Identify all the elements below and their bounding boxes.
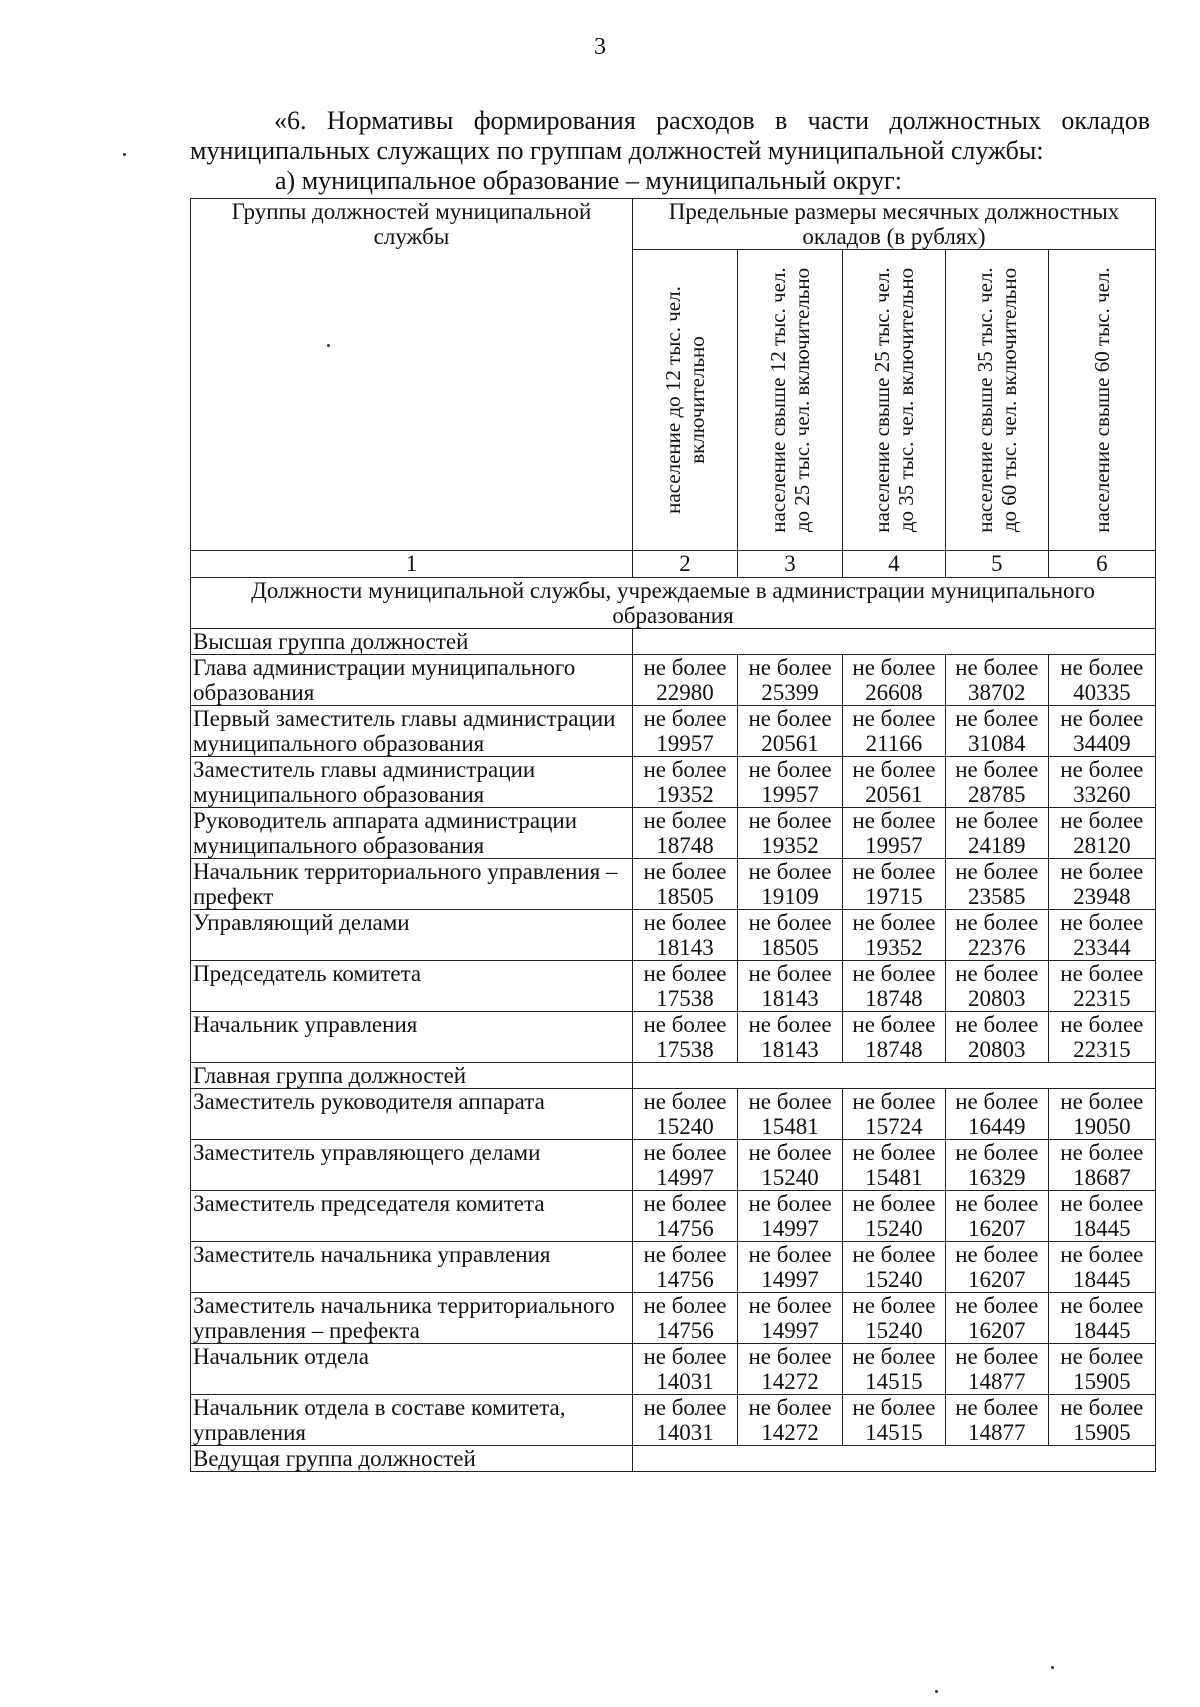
salary-prefix: не более [1060,961,1144,986]
salary-value: 22980 [656,680,714,705]
salary-value: 20803 [968,986,1026,1011]
salary-prefix: не более [955,1242,1039,1267]
salary-prefix: не более [643,706,727,731]
salary-value: 14272 [761,1369,819,1394]
salary-prefix: не более [955,910,1039,935]
salary-cell [945,808,1048,859]
salary-value: 15240 [865,1267,923,1292]
salary-cell [945,1242,1048,1293]
salary-value: 40335 [1073,680,1131,705]
salary-value: 15905 [1073,1369,1131,1394]
column-number: 4 [843,551,946,578]
table-row [191,1089,1156,1140]
salary-value: 18748 [656,833,714,858]
document-subheading: а) муниципальное образование – муниципальный округ: [275,166,902,195]
salary-prefix: не более [1060,910,1144,935]
salary-value: 16449 [968,1114,1026,1139]
salary-prefix: не более [852,961,936,986]
salary-prefix: не более [1060,757,1144,782]
salary-prefix: не более [748,1344,832,1369]
population-column-header [843,250,946,551]
salary-prefix: не более [852,1140,936,1165]
table-row [191,1395,1156,1446]
table-row [191,1140,1156,1191]
salary-cell [843,1089,946,1140]
salary-value: 18143 [761,986,819,1011]
salary-cell [1048,655,1155,706]
salary-cell [738,757,843,808]
table-row [191,655,1156,706]
salary-cell [945,859,1048,910]
salary-prefix: не более [748,961,832,986]
salary-prefix: не более [852,1089,936,1114]
salary-cell [843,1140,946,1191]
salary-prefix: не более [955,1344,1039,1369]
salary-prefix: не более [852,808,936,833]
salary-cell [1048,1242,1155,1293]
salary-prefix: не более [748,859,832,884]
salary-value: 24189 [968,833,1026,858]
position-name: Первый заместитель главы администрации муниципального образования [191,706,633,757]
salary-prefix: не более [852,1395,936,1420]
salary-prefix: не более [643,961,727,986]
salary-cell [632,1242,737,1293]
position-name: Начальник отдела [191,1344,633,1395]
salary-prefix: не более [1060,1395,1144,1420]
salary-value: 18687 [1073,1165,1131,1190]
salary-value: 38702 [968,680,1026,705]
salary-prefix: не более [955,1395,1039,1420]
salary-cell [843,757,946,808]
salary-cell [1048,1089,1155,1140]
salary-cell [1048,1012,1155,1063]
salary-cell [843,1242,946,1293]
salary-value: 15240 [656,1114,714,1139]
salary-value: 18445 [1073,1267,1131,1292]
group-title: Главная группа должностей [191,1063,633,1089]
salary-prefix: не более [748,910,832,935]
position-name: Заместитель главы администрации муниципального образования [191,757,633,808]
salary-value: 20561 [865,782,923,807]
group-row [191,1063,1156,1089]
group-row [191,1446,1156,1472]
salary-value: 22315 [1073,986,1131,1011]
column-number: 6 [1048,551,1155,578]
population-column-header [738,250,843,551]
salary-prefix: не более [643,757,727,782]
salary-prefix: не более [748,1242,832,1267]
salary-value: 15481 [761,1114,819,1139]
salary-cell [1048,808,1155,859]
salary-cell [738,1344,843,1395]
salary-value: 14997 [656,1165,714,1190]
salary-cell [738,1242,843,1293]
salary-prefix: не более [852,1293,936,1318]
salary-cell [945,1395,1048,1446]
group-empty-cell [632,629,1155,655]
salary-value: 18748 [865,1037,923,1062]
column-number: 1 [191,551,633,578]
salary-prefix: не более [1060,1293,1144,1318]
salary-value: 14515 [865,1420,923,1445]
salary-value: 26608 [865,680,923,705]
salary-norms-table [190,198,1156,1472]
salary-cell [738,655,843,706]
salary-prefix: не более [748,1293,832,1318]
table-row [191,961,1156,1012]
salary-cell [843,808,946,859]
salary-cell [843,1395,946,1446]
salary-cell [1048,910,1155,961]
salary-cell [1048,757,1155,808]
salary-value: 17538 [656,1037,714,1062]
salary-prefix: не более [1060,1344,1144,1369]
population-column-header [1048,250,1155,551]
salary-value: 23585 [968,884,1026,909]
salary-value: 14997 [761,1267,819,1292]
header-position-groups: Группы должностей муниципальной службы [191,199,633,551]
salary-cell [738,961,843,1012]
salary-prefix: не более [852,1012,936,1037]
salary-value: 19957 [865,833,923,858]
salary-cell [945,1012,1048,1063]
group-row [191,629,1156,655]
salary-prefix: не более [748,1140,832,1165]
salary-value: 15240 [865,1318,923,1343]
salary-cell [945,757,1048,808]
table-row [191,1344,1156,1395]
position-name: Руководитель аппарата администрации муниципального образования [191,808,633,859]
salary-prefix: не более [955,1089,1039,1114]
salary-cell [632,808,737,859]
table-row [191,1012,1156,1063]
salary-prefix: не более [1060,1089,1144,1114]
salary-value: 19109 [761,884,819,909]
salary-prefix: не более [852,757,936,782]
salary-value: 14877 [968,1369,1026,1394]
page-number: 3 [594,34,606,60]
salary-cell [632,1293,737,1344]
salary-value: 17538 [656,986,714,1011]
position-name: Глава администрации муниципального образования [191,655,633,706]
position-name: Управляющий делами [191,910,633,961]
salary-cell [843,961,946,1012]
population-column-header [945,250,1048,551]
population-column-label: население свыше 25 тыс. чел. до 35 тыс. чел. включительно [869,267,918,533]
salary-value: 34409 [1073,731,1131,756]
salary-cell [843,1012,946,1063]
salary-prefix: не более [748,1012,832,1037]
population-column-header [632,250,737,551]
salary-prefix: не более [643,1089,727,1114]
salary-cell [632,757,737,808]
salary-prefix: не более [748,1089,832,1114]
salary-cell [843,1293,946,1344]
salary-value: 18748 [865,986,923,1011]
position-name: Заместитель руководителя аппарата [191,1089,633,1140]
salary-cell [843,706,946,757]
salary-value: 15240 [865,1216,923,1241]
position-name: Начальник отдела в составе комитета, управления [191,1395,633,1446]
salary-prefix: не более [852,859,936,884]
salary-cell [1048,961,1155,1012]
salary-prefix: не более [748,808,832,833]
salary-cell [843,910,946,961]
salary-value: 15240 [761,1165,819,1190]
position-name: Заместитель начальника управления [191,1242,633,1293]
salary-prefix: не более [1060,808,1144,833]
table-row [191,910,1156,961]
salary-value: 19352 [761,833,819,858]
salary-cell [632,655,737,706]
salary-cell [945,1191,1048,1242]
scan-speck [935,1690,938,1693]
salary-prefix: не более [643,1242,727,1267]
salary-prefix: не более [748,1191,832,1216]
group-title: Высшая группа должностей [191,629,633,655]
salary-value: 15905 [1073,1420,1131,1445]
salary-value: 22315 [1073,1037,1131,1062]
population-column-label: население свыше 12 тыс. чел. до 25 тыс. чел. включительно [766,267,814,533]
salary-cell [945,961,1048,1012]
salary-cell [738,1012,843,1063]
salary-cell [632,1395,737,1446]
salary-value: 19715 [865,884,923,909]
salary-prefix: не более [955,1012,1039,1037]
salary-value: 22376 [968,935,1026,960]
salary-prefix: не более [955,1140,1039,1165]
salary-value: 14877 [968,1420,1026,1445]
salary-prefix: не более [643,859,727,884]
salary-cell [632,706,737,757]
group-empty-cell [632,1063,1155,1089]
section-title: Должности муниципальной службы, учреждаемые в администрации муниципального образования [191,578,1156,629]
salary-cell [632,1012,737,1063]
salary-prefix: не более [955,961,1039,986]
column-number: 2 [632,551,737,578]
salary-value: 14997 [761,1216,819,1241]
table-row [191,706,1156,757]
scan-speck [1051,1666,1054,1669]
position-name: Заместитель председателя комитета [191,1191,633,1242]
salary-prefix: не более [1060,706,1144,731]
salary-cell [945,1293,1048,1344]
position-name: Председатель комитета [191,961,633,1012]
salary-cell [1048,1293,1155,1344]
salary-prefix: не более [955,757,1039,782]
salary-cell [1048,1395,1155,1446]
salary-value: 18143 [656,935,714,960]
salary-value: 33260 [1073,782,1131,807]
salary-cell [1048,1344,1155,1395]
table-row [191,757,1156,808]
salary-value: 14031 [656,1369,714,1394]
salary-cell [945,655,1048,706]
header-salary-limits: Предельные размеры месячных должностных окладов (в рублях) [632,199,1155,250]
population-column-label: население до 12 тыс. чел. включительно [660,286,709,514]
salary-value: 31084 [968,731,1026,756]
salary-value: 14031 [656,1420,714,1445]
salary-prefix: не более [852,655,936,680]
salary-value: 20561 [761,731,819,756]
salary-prefix: не более [1060,655,1144,680]
salary-value: 14515 [865,1369,923,1394]
salary-cell [738,808,843,859]
salary-prefix: не более [643,1395,727,1420]
salary-value: 18445 [1073,1318,1131,1343]
salary-prefix: не более [955,808,1039,833]
salary-cell [945,1089,1048,1140]
position-name: Начальник управления [191,1012,633,1063]
salary-value: 18445 [1073,1216,1131,1241]
salary-cell [738,859,843,910]
salary-prefix: не более [852,1191,936,1216]
salary-cell [1048,1140,1155,1191]
salary-prefix: не более [1060,859,1144,884]
salary-prefix: не более [852,1344,936,1369]
column-number: 5 [945,551,1048,578]
salary-value: 16207 [968,1267,1026,1292]
salary-cell [945,910,1048,961]
table-row [191,1293,1156,1344]
table-row [191,808,1156,859]
salary-prefix: не более [748,757,832,782]
salary-value: 23344 [1073,935,1131,960]
salary-value: 23948 [1073,884,1131,909]
salary-value: 19050 [1073,1114,1131,1139]
salary-prefix: не более [955,859,1039,884]
salary-cell [632,1344,737,1395]
column-number: 3 [738,551,843,578]
salary-cell [843,1191,946,1242]
salary-value: 16207 [968,1318,1026,1343]
salary-cell [632,1191,737,1242]
position-name: Начальник территориального управления – префект [191,859,633,910]
salary-cell [632,859,737,910]
salary-cell [945,1140,1048,1191]
document-heading: «6. Нормативы формирования расходов в части должностных окладов муниципальных служащих по группам должностей муниципальной службы: [190,106,1150,165]
salary-prefix: не более [1060,1191,1144,1216]
salary-value: 19352 [865,935,923,960]
salary-prefix: не более [748,655,832,680]
salary-cell [1048,1191,1155,1242]
salary-value: 21166 [865,731,923,756]
salary-value: 14997 [761,1318,819,1343]
salary-cell [843,859,946,910]
salary-prefix: не более [1060,1242,1144,1267]
salary-value: 28785 [968,782,1026,807]
salary-cell [738,1140,843,1191]
salary-value: 19352 [656,782,714,807]
scan-speck [327,344,330,347]
salary-cell [632,910,737,961]
salary-prefix: не более [955,655,1039,680]
group-title: Ведущая группа должностей [191,1446,633,1472]
scan-speck [123,153,126,156]
salary-value: 19957 [761,782,819,807]
table-row [191,1191,1156,1242]
salary-prefix: не более [955,1191,1039,1216]
salary-prefix: не более [955,706,1039,731]
salary-prefix: не более [748,1395,832,1420]
salary-value: 16207 [968,1216,1026,1241]
salary-cell [632,961,737,1012]
salary-value: 15724 [865,1114,923,1139]
salary-cell [738,910,843,961]
salary-value: 14272 [761,1420,819,1445]
salary-cell [632,1140,737,1191]
salary-cell [945,706,1048,757]
salary-prefix: не более [643,1012,727,1037]
salary-prefix: не более [1060,1012,1144,1037]
salary-value: 18143 [761,1037,819,1062]
salary-cell [738,1395,843,1446]
salary-cell [843,1344,946,1395]
salary-prefix: не более [643,1191,727,1216]
position-name: Заместитель начальника территориального управления – префекта [191,1293,633,1344]
salary-value: 19957 [656,731,714,756]
population-column-label: население свыше 35 тыс. чел. до 60 тыс. чел. включительно [972,267,1021,533]
salary-cell [738,706,843,757]
salary-cell [945,1344,1048,1395]
salary-value: 18505 [656,884,714,909]
salary-prefix: не более [955,1293,1039,1318]
salary-prefix: не более [643,1344,727,1369]
salary-prefix: не более [643,808,727,833]
salary-prefix: не более [643,655,727,680]
salary-value: 18505 [761,935,819,960]
salary-value: 14756 [656,1267,714,1292]
salary-value: 25399 [761,680,819,705]
salary-cell [1048,859,1155,910]
group-empty-cell [632,1446,1155,1472]
salary-value: 16329 [968,1165,1026,1190]
salary-cell [1048,706,1155,757]
salary-prefix: не более [1060,1140,1144,1165]
salary-cell [738,1089,843,1140]
salary-prefix: не более [852,706,936,731]
salary-prefix: не более [643,1140,727,1165]
salary-value: 15481 [865,1165,923,1190]
population-column-label: население свыше 60 тыс. чел. [1089,267,1114,533]
salary-value: 14756 [656,1216,714,1241]
position-name: Заместитель управляющего делами [191,1140,633,1191]
salary-prefix: не более [852,1242,936,1267]
table-row [191,859,1156,910]
salary-cell [738,1293,843,1344]
table-row [191,1242,1156,1293]
salary-value: 20803 [968,1037,1026,1062]
salary-prefix: не более [643,1293,727,1318]
salary-value: 14756 [656,1318,714,1343]
salary-value: 28120 [1073,833,1131,858]
salary-prefix: не более [852,910,936,935]
salary-cell [738,1191,843,1242]
salary-cell [632,1089,737,1140]
salary-prefix: не более [643,910,727,935]
salary-cell [843,655,946,706]
salary-prefix: не более [748,706,832,731]
